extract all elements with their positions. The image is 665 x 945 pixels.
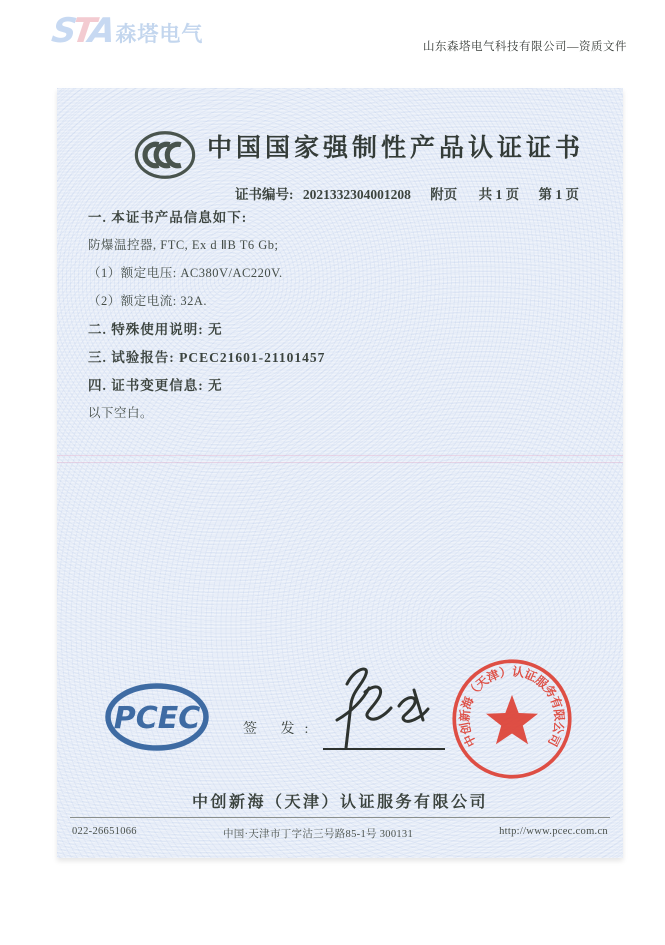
page-current: 第 1 页 bbox=[538, 187, 579, 202]
certificate-sheet bbox=[57, 88, 623, 858]
footer-divider bbox=[70, 817, 610, 818]
section-2-heading: 二. 特殊使用说明: 无 bbox=[88, 322, 223, 337]
footer-website: http://www.pcec.com.cn bbox=[499, 826, 608, 837]
pcec-logo-text: PCEC bbox=[113, 701, 201, 736]
document-classification-label: 山东森塔电气科技有限公司—资质文件 bbox=[423, 41, 627, 53]
section-4-heading: 四. 证书变更信息: 无 bbox=[88, 378, 223, 393]
section-1-heading: 一. 本证书产品信息如下: bbox=[88, 210, 248, 225]
pages-total: 共 1 页 bbox=[478, 187, 520, 202]
scan-artifact-line bbox=[57, 462, 623, 463]
stamp-company-text: 中创新海（天津）认证服务有限公司 bbox=[457, 664, 567, 750]
issued-by-label: 签 发: bbox=[243, 722, 319, 737]
rated-voltage-line: （1）额定电压: AC380V/AC220V. bbox=[88, 266, 283, 280]
company-logo bbox=[49, 11, 204, 51]
footer-address: 中国·天津市丁字沽三号路85-1号 300131 bbox=[222, 829, 414, 840]
cert-no-label: 证书编号: bbox=[235, 187, 294, 202]
rated-current-line: （2）额定电流: 32A. bbox=[88, 294, 208, 308]
stamp-star-icon bbox=[486, 695, 538, 744]
footer-phone: 022-26651066 bbox=[72, 826, 137, 837]
logo-sta-icon: STA bbox=[49, 11, 115, 51]
cert-no-value: 2021332304001208 bbox=[302, 187, 411, 202]
section-3-heading: 三. 试验报告: PCEC21601-21101457 bbox=[88, 350, 326, 365]
scan-artifact-line bbox=[57, 455, 623, 456]
footer-contact-row bbox=[72, 826, 608, 841]
blank-below-note: 以下空白。 bbox=[88, 406, 154, 420]
issuer-company-name: 中创新海（天津）认证服务有限公司 bbox=[191, 794, 488, 811]
logo-company-name: 森塔电气 bbox=[115, 22, 204, 46]
product-info-line: 防爆温控器, FTC, Ex d ⅡB T6 Gb; bbox=[88, 238, 279, 252]
certificate-title: 中国国家强制性产品认证证书 bbox=[207, 135, 585, 162]
attachment-label: 附页 bbox=[430, 187, 458, 202]
signature-handwriting bbox=[317, 660, 457, 752]
certificate-number-line bbox=[235, 183, 579, 203]
certificate-body bbox=[88, 210, 558, 434]
pcec-logo-icon bbox=[104, 682, 210, 752]
company-stamp bbox=[449, 656, 575, 782]
ccc-mark-icon bbox=[125, 124, 205, 186]
